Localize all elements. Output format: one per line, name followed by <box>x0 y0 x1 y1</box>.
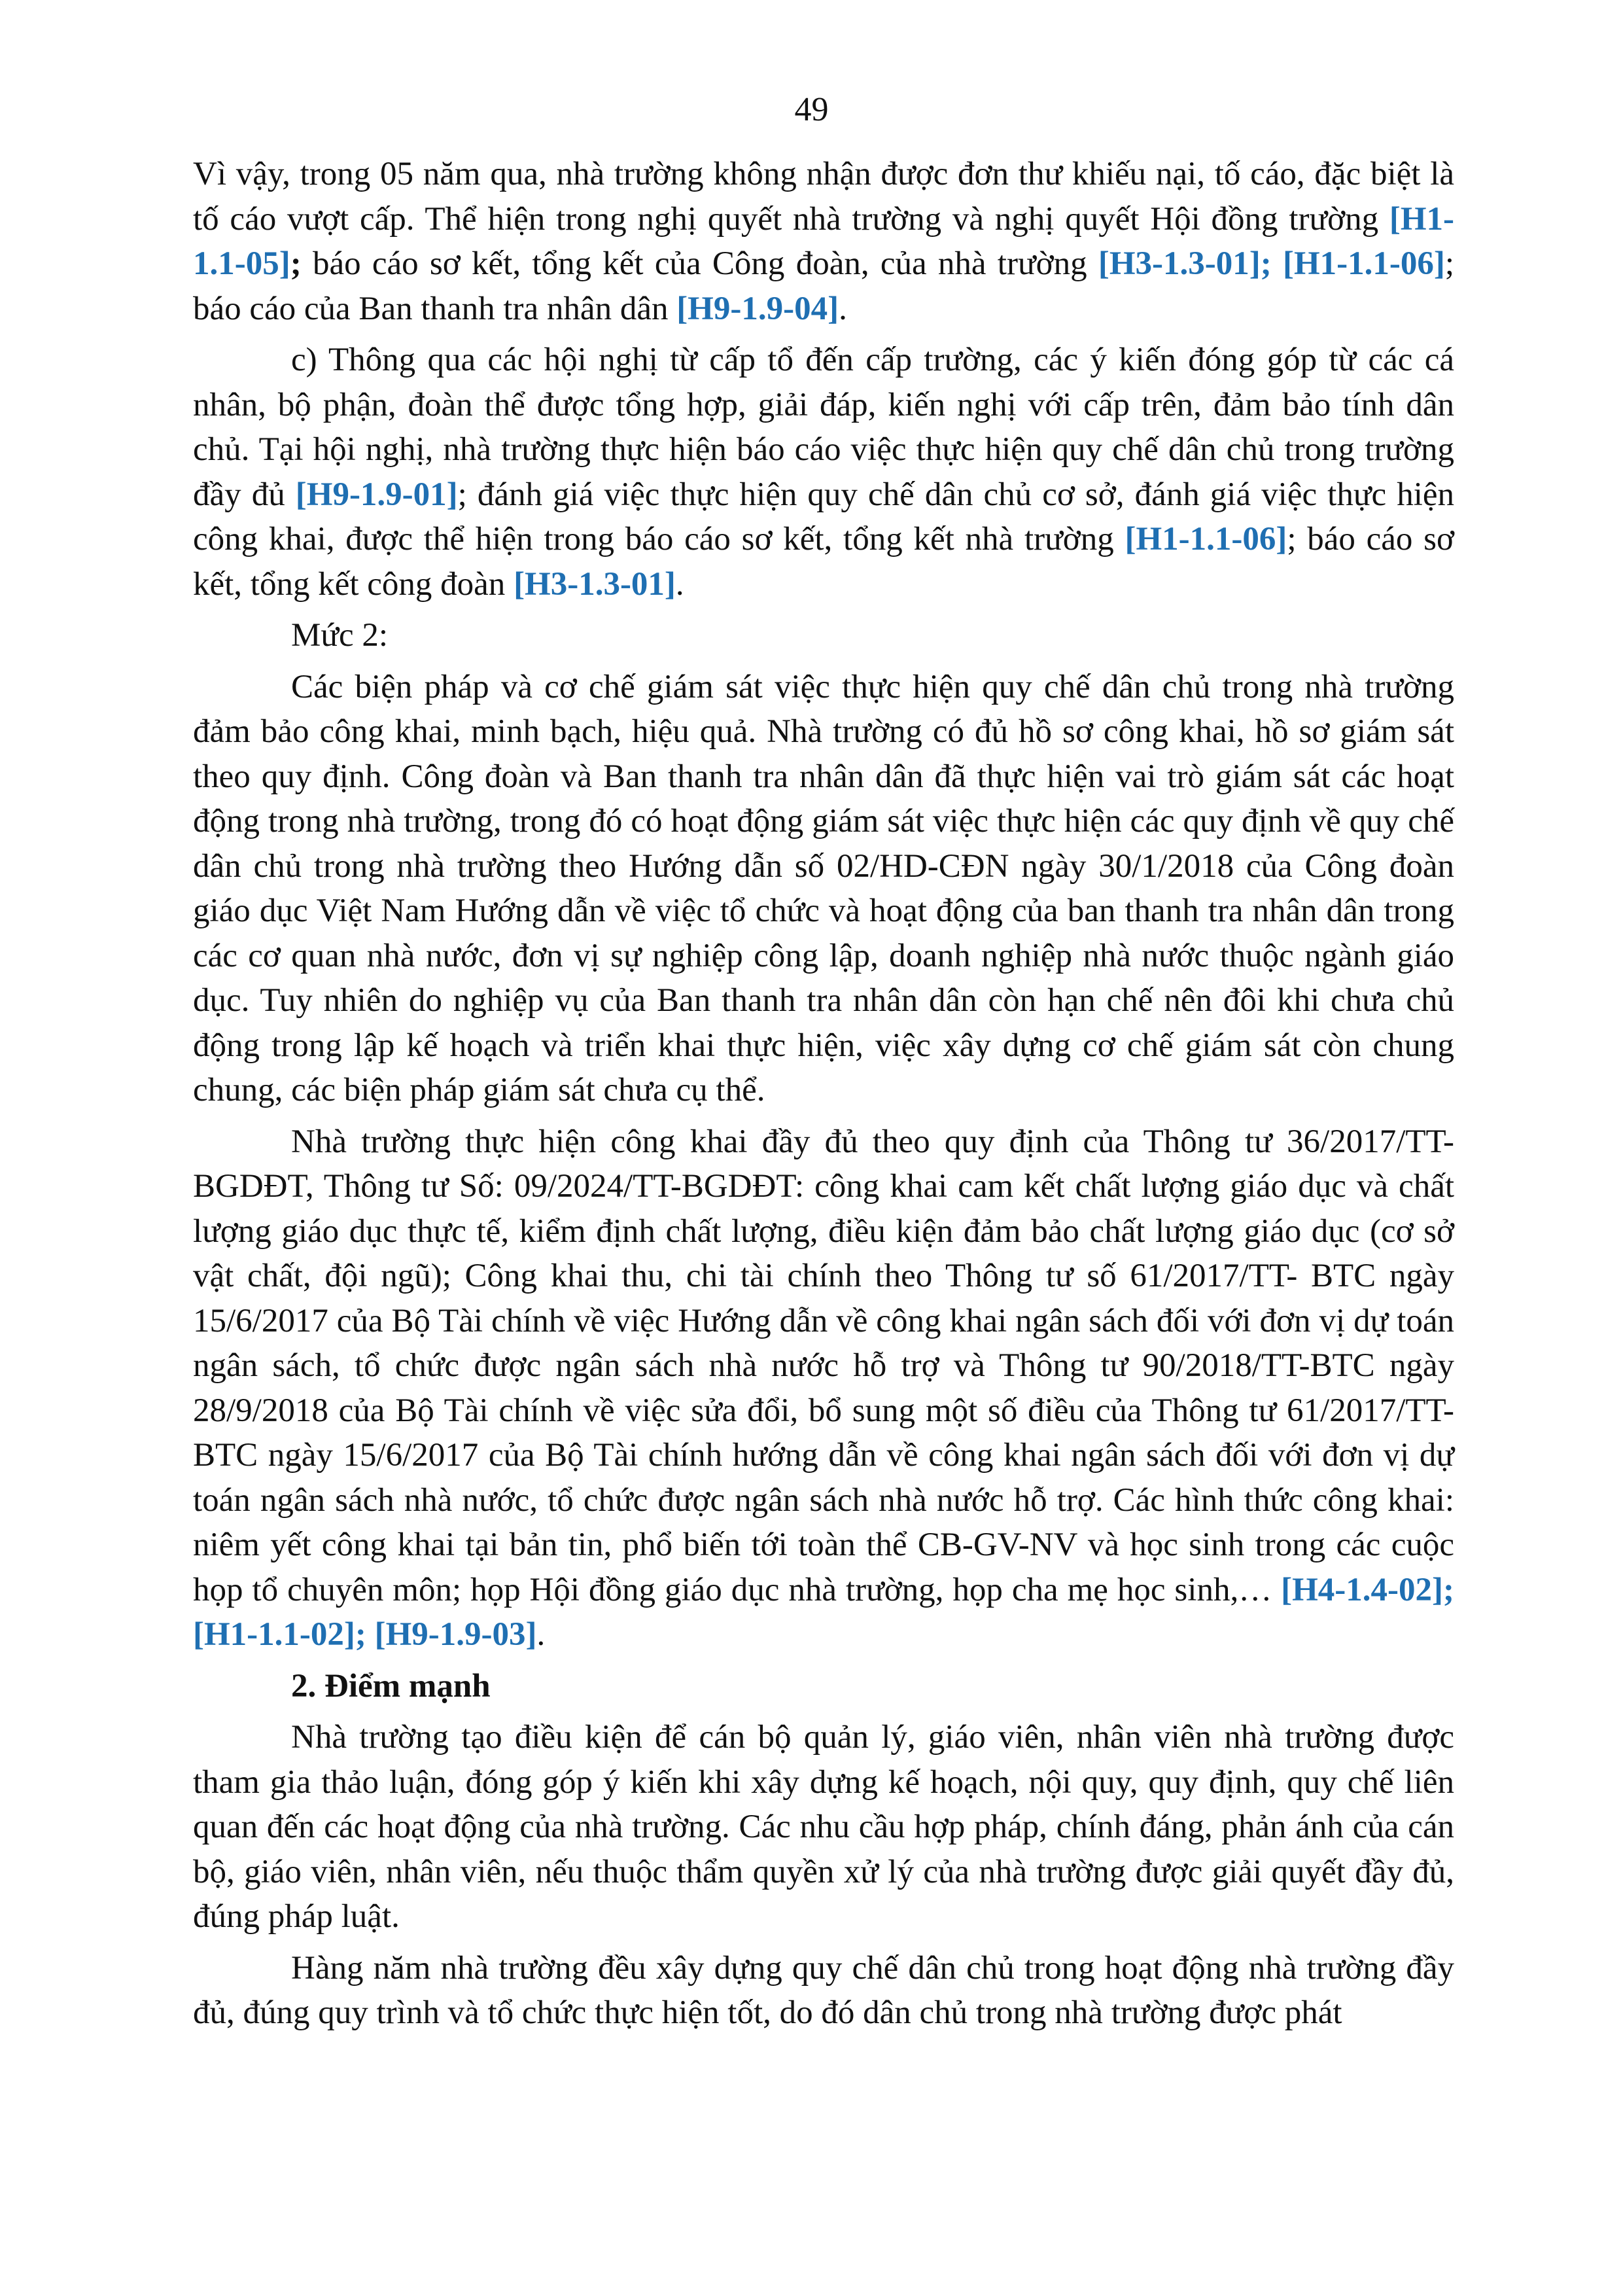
paragraph-supervision: Các biện pháp và cơ chế giám sát việc thực hiện quy chế dân chủ trong nhà trường đảm bảo công khai, minh bạch, hiệu quả. Nhà trường có đủ hồ sơ công khai, hồ sơ giám sát theo quy định. Công đoàn và Ban thanh tra nhân dân đã thực hiện vai trò giám sát các hoạt động trong nhà trường, trong đó có hoạt động giám sát việc thực hiện các quy định về quy chế dân chủ trong nhà trường theo Hướng dẫn số 02/HD-CĐN ngày 30/1/2018 của Công đoàn giáo dục Việt Nam Hướng dẫn về việc tổ chức và hoạt động của ban thanh tra nhân dân trong các cơ quan nhà nước, đơn vị sự nghiệp công lập, doanh nghiệp nhà nước thuộc ngành giáo dục. Tuy nhiên do nghiệp vụ của Ban thanh tra nhân dân còn hạn chế nên đôi khi chưa chủ động trong lập kế hoạch và triển khai thực hiện, việc xây dựng cơ chế giám sát còn chung chung, các biện pháp giám sát chưa cụ thể. <box>193 668 1454 1108</box>
text-run: . <box>839 290 847 327</box>
text-run: . <box>675 565 684 603</box>
page-number: 49 <box>794 91 829 128</box>
evidence-reference: [H9-1.9-01] <box>295 476 458 513</box>
evidence-reference: [H1-1.1-06] <box>1125 521 1287 557</box>
text-run: ; báo cáo của Ban thanh tra nhân dân <box>193 245 1454 327</box>
evidence-reference: [H3-1.3-01]; [H1-1.1-06] <box>1098 245 1445 282</box>
paragraph-annual-rules: Hàng năm nhà trường đều xây dựng quy chế dân chủ trong hoạt động nhà trường đầy đủ, đúng quy trình và tổ chức thực hiện tốt, do đó dân chủ trong nhà trường được phát <box>193 1949 1454 2031</box>
text-run: ; <box>290 245 302 282</box>
evidence-reference: [H4-1.4-02]; [H1-1.1-02]; [H9-1.9-03] <box>193 1571 1454 1653</box>
paragraph-disclosure <box>193 1120 1454 1657</box>
evidence-reference: [H9-1.9-04] <box>676 290 839 327</box>
text-run: ; đánh giá việc thực hiện quy chế dân chủ cơ sở, đánh giá việc thực hiện công khai, được thể hiện trong báo cáo sơ kết, tổng kết nhà trường <box>193 476 1454 557</box>
text-run: ; báo cáo sơ kết, tổng kết công đoàn <box>193 521 1454 603</box>
paragraph-conferences <box>193 338 1454 607</box>
text-run: Nhà trường thực hiện công khai đầy đủ theo quy định của Thông tư 36/2017/TT-BGDĐT, Thông tư Số: 09/2024/TT-BGDĐT: công khai cam kết chất lượng giáo dục và chất lượng giáo dục thực tế, kiểm định chất lượng, điều kiện đảm bảo chất lượng giáo dục (cơ sở vật chất, đội ngũ); Công khai thu, chi tài chính theo Thông tư số 61/2017/TT- BTC ngày 15/6/2017 của Bộ Tài chính về việc Hướng dẫn về công khai ngân sách đối với đơn vị dự toán ngân sách, tổ chức được ngân sách nhà nước hỗ trợ và Thông tư 90/2018/TT-BTC ngày 28/9/2018 của Bộ Tài chính về việc sửa đổi, bổ sung một số điều của Thông tư 61/2017/TT-BTC ngày 15/6/2017 của Bộ Tài chính hướng dẫn về công khai ngân sách đối với đơn vị dự toán ngân sách nhà nước, tổ chức được ngân sách nhà nước hỗ trợ. Các hình thức công khai: niêm yết công khai tại bản tin, phổ biến tới toàn thể CB-GV-NV và học sinh trong các cuộc họp tổ chuyên môn; họp Hội đồng giáo dục nhà trường, họp cha mẹ học sinh,… <box>193 1123 1454 1608</box>
text-run: báo cáo sơ kết, tổng kết của Công đoàn, của nhà trường <box>301 245 1098 282</box>
text-run: Vì vậy, trong 05 năm qua, nhà trường không nhận được đơn thư khiếu nại, tố cáo, đặc biệt là tố cáo vượt cấp. Thể hiện trong nghị quyết nhà trường và nghị quyết Hội đồng trường <box>193 156 1454 238</box>
text-run: . <box>536 1616 546 1653</box>
evidence-reference: [H3-1.3-01] <box>514 565 676 603</box>
evidence-reference: [H1-1.1-05] <box>193 200 1454 282</box>
paragraph-complaints <box>193 152 1454 331</box>
body-text <box>193 152 1454 2042</box>
text-run: c) Thông qua các hội nghị từ cấp tổ đến cấp trường, các ý kiến đóng góp từ các cá nhân, bộ phận, đoàn thể được tổng hợp, giải đáp, kiến nghị với cấp trên, đảm bảo tính dân chủ. Tại hội nghị, nhà trường thực hiện báo cáo việc thực hiện quy chế dân chủ trong trường đầy đủ <box>193 342 1454 513</box>
section-heading: 2. Điểm mạnh <box>291 1667 491 1704</box>
level-label: Mức 2: <box>291 617 389 654</box>
paragraph-strengths: Nhà trường tạo điều kiện để cán bộ quản lý, giáo viên, nhân viên nhà trường được tham gia thảo luận, đóng góp ý kiến khi xây dựng kế hoạch, nội quy, quy định, quy chế liên quan đến các hoạt động của nhà trường. Các nhu cầu hợp pháp, chính đáng, phản ánh của cán bộ, giáo viên, nhân viên, nếu thuộc thẩm quyền xử lý của nhà trường được giải quyết đầy đủ, đúng pháp luật. <box>193 1719 1454 1935</box>
